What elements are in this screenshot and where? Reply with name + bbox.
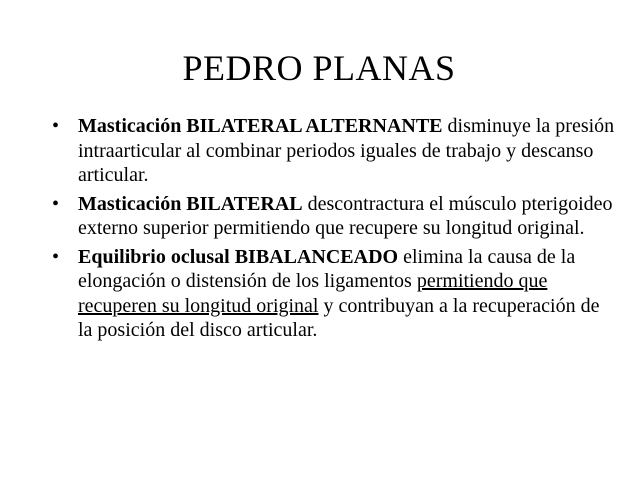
bullet-text: elimina la causa de la elongación o distensión de los ligamentos (78, 245, 576, 292)
bullet-item (48, 192, 618, 241)
bullet-underlined-text: permitiendo que recuperen su longitud original (78, 270, 548, 317)
bullet-marker-icon: • (52, 245, 60, 268)
bullet-lead: Masticación BILATERAL ALTERNANTE (78, 115, 443, 137)
bullet-marker-icon: • (52, 115, 60, 137)
bullet-list (48, 114, 618, 347)
bullet-lead: Equilibrio oclusal BIBALANCEADO (78, 245, 399, 268)
bullet-text: disminuye la presión intraarticular al combinar periodos iguales de trabajo y descanso articular. (78, 115, 615, 186)
slide-title: PEDRO PLANAS (182, 48, 456, 88)
bullet-text-after: y contribuyan a la recuperación de la posición del disco articular. (78, 294, 600, 341)
bullet-lead: Masticación BILATERAL (78, 192, 303, 215)
bullet-marker-icon: • (52, 192, 60, 215)
bullet-item (48, 245, 618, 343)
bullet-item (48, 114, 618, 188)
bullet-text: descontractura el músculo pterigoideo externo superior permitiendo que recupere su longitud original. (78, 192, 613, 239)
